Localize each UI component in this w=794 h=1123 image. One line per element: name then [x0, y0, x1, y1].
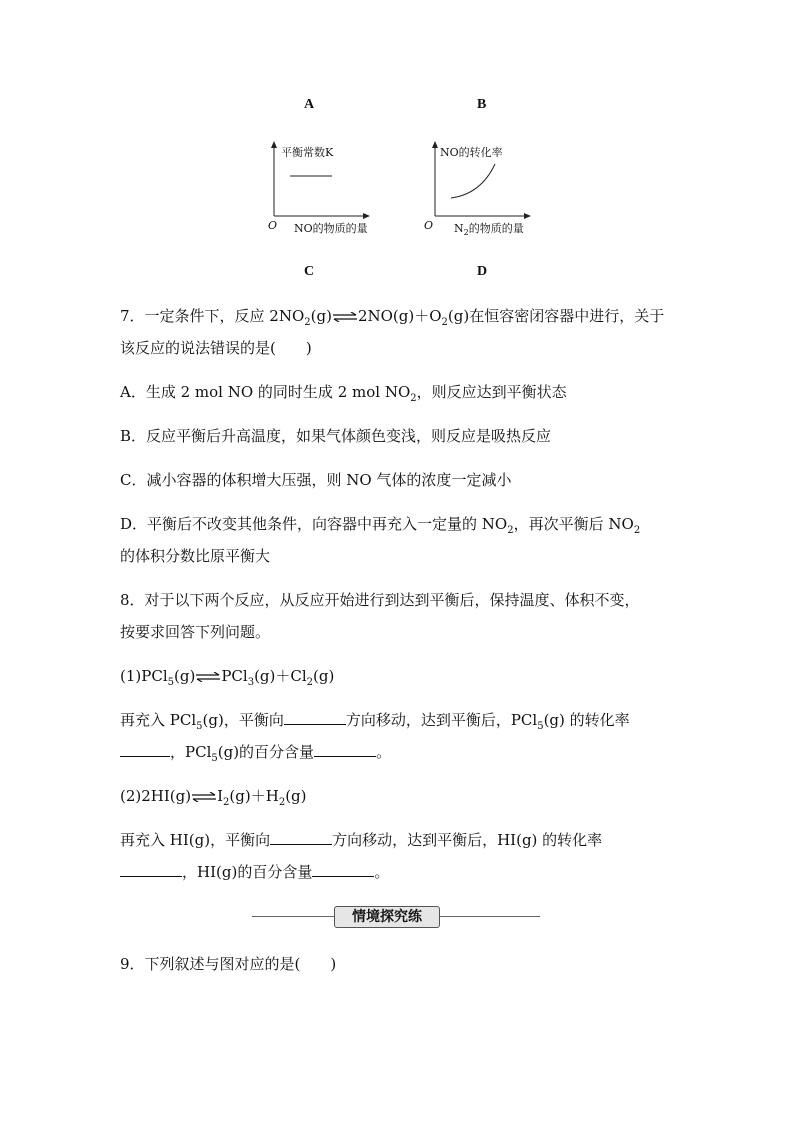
graph-c-y-label: 平衡常数K: [281, 146, 334, 159]
equilibrium-arrow-icon: [195, 672, 221, 682]
answer-blank[interactable]: [270, 830, 332, 845]
graph-d-y-arrow: [432, 141, 438, 148]
option-a-label: A: [304, 97, 315, 112]
q7-stem-line1: 7．一定条件下，反应 $2NO_2(g)$ $2NO(g)+O_2(g)$在恒容密闭容器中进行，关于: [120, 307, 665, 328]
option-d-label: D: [477, 264, 488, 279]
graph-c-x-arrow: [363, 213, 370, 219]
q8-reaction-1: (1)PCl$_5$(g) $PCl_3(g)+Cl_2(g)$: [120, 667, 335, 688]
graph-d-x-arrow: [524, 213, 531, 219]
option-c-label: C: [304, 264, 315, 279]
answer-blank[interactable]: [284, 710, 346, 725]
section-banner: [252, 906, 542, 926]
q8-2-question-line2: ，HI(g)的百分含量 。: [120, 861, 389, 883]
answer-blank[interactable]: [120, 862, 182, 877]
q8-1-question-line2: ，PCl$_5$(g)的百分含量 。: [120, 741, 391, 770]
q7-option-c: C．减小容器的体积增大压强，则 NO 气体的浓度一定减小: [120, 471, 512, 489]
answer-blank[interactable]: [120, 742, 170, 757]
q7-option-a: A．生成 2 mol NO 的同时生成 2 mol $NO_2$，则反应达到平衡状态: [120, 383, 567, 404]
answer-blank[interactable]: [314, 742, 376, 757]
answer-blank[interactable]: [312, 862, 374, 877]
graph-c-origin: O: [268, 219, 278, 232]
graph-c-x-label: NO的物质的量: [294, 222, 368, 235]
banner-rule-right: [440, 916, 540, 917]
equilibrium-arrow-icon: [332, 312, 358, 322]
graph-d-curve: [451, 164, 495, 198]
q7-stem-line2: 该反应的说法错误的是( ): [120, 339, 312, 357]
q7-option-d-line2: 的体积分数比原平衡大: [120, 547, 271, 565]
q7-option-d-line1: D．平衡后不改变其他条件，向容器中再充入一定量的 $NO_2$，再次平衡后 $NO_2$: [120, 515, 641, 536]
q8-2-question-line1: 再充入 HI(g)，平衡向 方向移动，达到平衡后，HI(g) 的转化率: [120, 831, 603, 849]
q8-stem-line1: 8．对于以下两个反应，从反应开始进行到达到平衡后，保持温度、体积不变，: [120, 591, 640, 609]
option-b-label: B: [477, 97, 487, 112]
q7-option-b: B．反应平衡后升高温度，如果气体颜色变浅，则反应是吸热反应: [120, 427, 552, 445]
graph-d-x-label: $N_2$的物质的量: [454, 222, 524, 238]
q8-reaction-2: (2)2HI(g) $I_2(g)+H_2(g)$: [120, 787, 307, 808]
graph-c-y-arrow: [271, 141, 277, 148]
q8-stem-line2: 按要求回答下列问题。: [120, 623, 271, 641]
equilibrium-arrow-icon: [191, 792, 217, 802]
section-banner-title: 情境探究练: [334, 906, 440, 928]
graph-d-origin: O: [424, 219, 434, 232]
graph-d-y-label: NO的转化率: [440, 146, 503, 159]
banner-rule-left: [252, 916, 334, 917]
q9-stem: 9．下列叙述与图对应的是( ): [120, 955, 337, 973]
q8-1-question-line1: 再充入 PCl$_5$(g)，平衡向 方向移动，达到平衡后，PCl$_5$(g) 的转化率: [120, 711, 630, 732]
